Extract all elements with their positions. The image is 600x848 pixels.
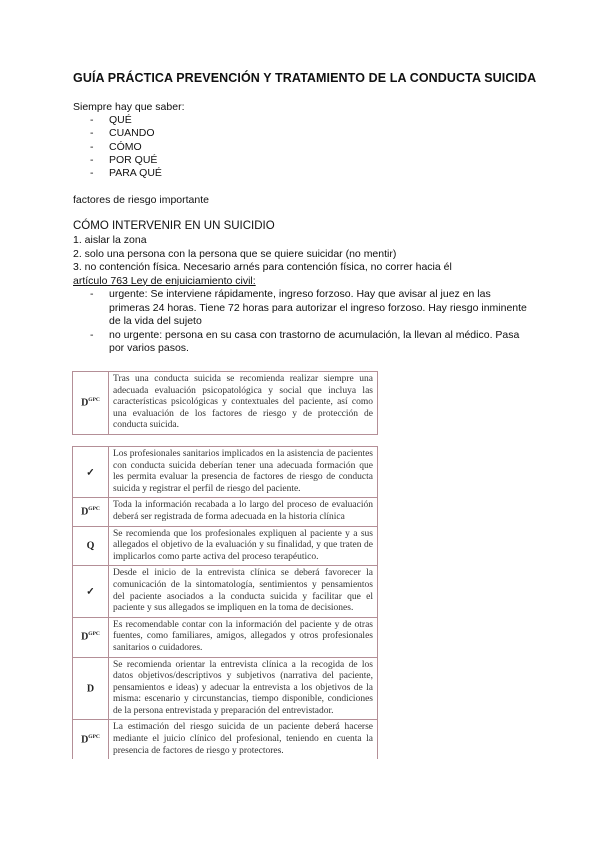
table-row — [73, 566, 378, 617]
recommendation-text: Es recomendable contar con la información del paciente y de otras fuentes, como familiares, amigos, allegados y otros profesionales sanitarios o cuidadores. — [109, 617, 378, 657]
grade-letter: D — [81, 734, 89, 746]
grade-letter: Q — [86, 540, 95, 552]
dash-bullet: - — [90, 328, 94, 341]
step-item: 1. aislar la zona — [73, 234, 147, 246]
grade-cell — [73, 372, 109, 435]
dash-bullet: - — [90, 153, 94, 166]
table-row — [73, 617, 378, 657]
intervene-heading: CÓMO INTERVENIR EN UN SUICIDIO — [73, 220, 275, 232]
recommendation-text: Desde el inicio de la entrevista clínica se deberá favorecer la comunicación de la sintomatología, sentimientos y pensamientos del paciente asociados a la conducta suicida y facilitar que el paciente y sus allegados se impliquen en la toma de decisiones. — [109, 566, 378, 617]
grade-cell — [73, 617, 109, 657]
grade-letter: ✓ — [86, 586, 95, 598]
list-item-text: POR QUÉ — [109, 153, 158, 166]
list-item — [90, 127, 162, 140]
grade-cell — [73, 447, 109, 498]
table-row — [73, 447, 378, 498]
grade-source: GPC — [88, 734, 100, 741]
recommendation-text: Los profesionales sanitarios implicados en la asistencia de pacientes con conducta suicida deberían tener una adecuada formación que les permita evaluar la presencia de factores de riesgo de conducta suicida y registrar el perfil de riesgo del paciente. — [109, 447, 378, 498]
list-item — [90, 114, 162, 127]
recommendation-text: La estimación del riesgo suicida de un paciente deberá hacerse mediante el juicio clínico del profesional, teniendo en cuenta la presencia de factores de riesgo y protectores. — [109, 720, 378, 759]
grade-letter: D — [81, 506, 89, 518]
dash-bullet: - — [90, 140, 94, 153]
grade-letter: D — [81, 631, 89, 643]
recommendation-table-1 — [72, 371, 378, 435]
recommendation-table-2 — [72, 446, 378, 759]
recommendation-text: Se recomienda que los profesionales expliquen al paciente y a sus allegados el objetivo de la evaluación y su finalidad, y que traten de implicarlos como parte activa del proceso terapéutico. — [109, 526, 378, 566]
grade-letter: D — [81, 397, 89, 409]
table-row — [73, 372, 378, 435]
grade-cell — [73, 720, 109, 759]
grade-letter: ✓ — [86, 466, 95, 478]
step-item: 2. solo una persona con la persona que se quiere suicidar (no mentir) — [73, 247, 397, 260]
intro-text: Siempre hay que saber: — [73, 101, 185, 113]
dash-bullet: - — [90, 288, 94, 300]
grade-source: GPC — [88, 397, 100, 404]
table-row — [73, 720, 378, 759]
grade-letter: D — [86, 683, 95, 695]
table-row — [73, 526, 378, 566]
grade-source: GPC — [88, 631, 100, 638]
risk-factors-text: factores de riesgo importante — [73, 194, 209, 206]
list-item — [90, 154, 162, 167]
list-item — [90, 167, 162, 180]
step-item: 3. no contención física. Necesario arnés para contención física, no correr hacia él — [73, 261, 452, 273]
list-item-text: no urgente: persona en su casa con trastorno de acumulación, la llevan al médico. Pasa por varios pasos. — [109, 328, 520, 354]
table-row — [73, 498, 378, 526]
grade-cell — [73, 498, 109, 526]
list-item-text: QUÉ — [109, 114, 132, 126]
recommendation-text: Tras una conducta suicida se recomienda realizar siempre una adecuada evaluación psicopatológica y social que incluya las características psicológicas y contextuales del paciente, así como una evaluación de los factores de riesgo y de protección de conducta suicida. — [109, 372, 378, 435]
questions-list — [90, 114, 162, 180]
dash-bullet: - — [90, 127, 94, 140]
dash-bullet: - — [90, 167, 94, 180]
recommendation-text: Se recomienda orientar la entrevista clínica a la recogida de los datos objetivos/descriptivos y subjetivos (narrativa del paciente, pensamientos e ideas) y adecuar la entrevista a los objetivos de la misma: escenario y circunstancias, tiempo disponible, condiciones de la persona entrevistada y preparación del entrevistador. — [109, 657, 378, 720]
list-item — [90, 288, 530, 329]
grade-cell — [73, 526, 109, 566]
steps-list — [73, 234, 452, 288]
article-reference: artículo 763 Ley de enjuiciamiento civil: — [73, 274, 256, 287]
list-item-text: PARA QUÉ — [109, 167, 162, 180]
grade-cell — [73, 566, 109, 617]
list-item — [90, 141, 162, 154]
list-item-text: CÓMO — [109, 140, 142, 153]
list-item — [90, 329, 530, 356]
list-item-text: urgente: Se interviene rápidamente, ingreso forzoso. Hay que avisar al juez en las primeras 24 horas. Tiene 72 horas para autorizar el ingreso forzoso. Hay riesgo inminente de la vida del sujeto — [109, 288, 527, 327]
recommendation-text: Toda la información recabada a lo largo del proceso de evaluación deberá ser registrada de forma adecuada en la historia clínica — [109, 498, 378, 526]
dash-bullet: - — [90, 114, 94, 126]
list-item-text: CUANDO — [109, 127, 155, 140]
document-title: GUÍA PRÁCTICA PREVENCIÓN Y TRATAMIENTO DE LA CONDUCTA SUICIDA — [73, 71, 537, 85]
grade-source: GPC — [88, 506, 100, 513]
table-row — [73, 657, 378, 720]
urgency-list — [90, 288, 530, 356]
grade-cell — [73, 657, 109, 720]
